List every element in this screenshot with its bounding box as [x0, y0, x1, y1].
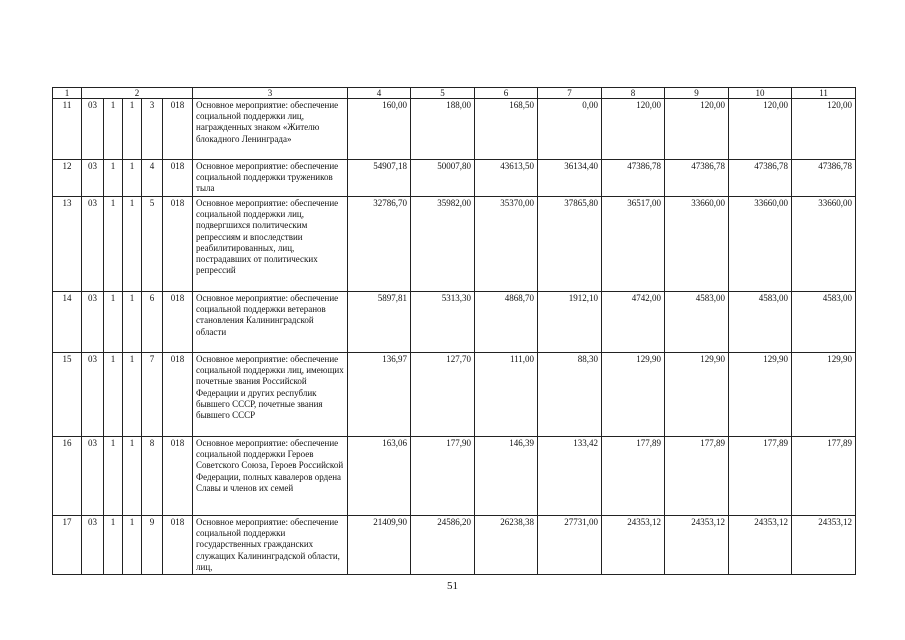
value-cell: 129,90 — [602, 353, 665, 437]
description-cell: Основное мероприятие: обеспечение социальной поддержки лиц, подвергшихся политическим репрессиям и впоследствии реабилитированных, лиц, пострадавших от политических репрессий — [193, 197, 348, 292]
code-cell: 3 — [142, 99, 163, 160]
value-cell: 21409,90 — [348, 516, 411, 575]
value-cell: 54907,18 — [348, 160, 411, 197]
value-cell: 1912,10 — [538, 292, 602, 353]
code-cell: 018 — [163, 516, 193, 575]
value-cell: 120,00 — [792, 99, 856, 160]
value-cell: 0,00 — [538, 99, 602, 160]
row-number: 13 — [53, 197, 82, 292]
code-cell: 1 — [104, 292, 123, 353]
code-cell: 9 — [142, 516, 163, 575]
table-row — [53, 197, 856, 292]
header-cell: 6 — [475, 88, 538, 99]
value-cell: 129,90 — [792, 353, 856, 437]
code-cell: 5 — [142, 197, 163, 292]
code-cell: 7 — [142, 353, 163, 437]
code-cell: 1 — [123, 197, 142, 292]
row-number: 12 — [53, 160, 82, 197]
value-cell: 177,89 — [602, 437, 665, 516]
code-cell: 6 — [142, 292, 163, 353]
value-cell: 33660,00 — [665, 197, 729, 292]
value-cell: 177,89 — [665, 437, 729, 516]
row-number: 16 — [53, 437, 82, 516]
code-cell: 03 — [82, 292, 104, 353]
page-number: 51 — [447, 580, 458, 592]
value-cell: 127,70 — [411, 353, 475, 437]
header-cell: 9 — [665, 88, 729, 99]
value-cell: 24353,12 — [602, 516, 665, 575]
value-cell: 35370,00 — [475, 197, 538, 292]
code-cell: 018 — [163, 437, 193, 516]
value-cell: 47386,78 — [665, 160, 729, 197]
code-cell: 03 — [82, 160, 104, 197]
value-cell: 4583,00 — [729, 292, 792, 353]
code-cell: 1 — [104, 353, 123, 437]
description-cell: Основное мероприятие: обеспечение социальной поддержки лиц, имеющих почетные звания Российской Федерации и других республик бывшего СССР, почетные звания бывшего СССР — [193, 353, 348, 437]
code-cell: 1 — [104, 516, 123, 575]
value-cell: 136,97 — [348, 353, 411, 437]
value-cell: 146,39 — [475, 437, 538, 516]
value-cell: 35982,00 — [411, 197, 475, 292]
value-cell: 24353,12 — [792, 516, 856, 575]
header-cell: 4 — [348, 88, 411, 99]
value-cell: 37865,80 — [538, 197, 602, 292]
value-cell: 47386,78 — [729, 160, 792, 197]
table-row — [53, 353, 856, 437]
value-cell: 32786,70 — [348, 197, 411, 292]
description-cell: Основное мероприятие: обеспечение социальной поддержки ветеранов становления Калининградской области — [193, 292, 348, 353]
value-cell: 4742,00 — [602, 292, 665, 353]
value-cell: 36134,40 — [538, 160, 602, 197]
code-cell: 8 — [142, 437, 163, 516]
value-cell: 47386,78 — [602, 160, 665, 197]
row-number: 15 — [53, 353, 82, 437]
description-cell: Основное мероприятие: обеспечение социальной поддержки государственных гражданских служащих Калининградской области, лиц, — [193, 516, 348, 575]
header-cell: 2 — [82, 88, 193, 99]
code-cell: 03 — [82, 99, 104, 160]
row-number: 14 — [53, 292, 82, 353]
value-cell: 5313,30 — [411, 292, 475, 353]
value-cell: 120,00 — [602, 99, 665, 160]
value-cell: 177,89 — [792, 437, 856, 516]
code-cell: 1 — [123, 99, 142, 160]
table-row — [53, 160, 856, 197]
value-cell: 47386,78 — [792, 160, 856, 197]
code-cell: 018 — [163, 353, 193, 437]
value-cell: 177,90 — [411, 437, 475, 516]
table-row — [53, 292, 856, 353]
description-cell: Основное мероприятие: обеспечение социальной поддержки Героев Советского Союза, Героев Российской Федерации, полных кавалеров ордена Славы и членов их семей — [193, 437, 348, 516]
code-cell: 03 — [82, 437, 104, 516]
value-cell: 129,90 — [665, 353, 729, 437]
budget-table — [52, 87, 856, 575]
code-cell: 1 — [123, 292, 142, 353]
description-cell: Основное мероприятие: обеспечение социальной поддержки тружеников тыла — [193, 160, 348, 197]
code-cell: 018 — [163, 197, 193, 292]
code-cell: 4 — [142, 160, 163, 197]
code-cell: 1 — [123, 437, 142, 516]
header-cell: 1 — [53, 88, 82, 99]
header-cell: 10 — [729, 88, 792, 99]
table-row — [53, 516, 856, 575]
value-cell: 177,89 — [729, 437, 792, 516]
value-cell: 27731,00 — [538, 516, 602, 575]
value-cell: 111,00 — [475, 353, 538, 437]
value-cell: 168,50 — [475, 99, 538, 160]
value-cell: 129,90 — [729, 353, 792, 437]
value-cell: 24353,12 — [729, 516, 792, 575]
header-row — [53, 88, 856, 99]
code-cell: 1 — [123, 160, 142, 197]
value-cell: 133,42 — [538, 437, 602, 516]
value-cell: 188,00 — [411, 99, 475, 160]
code-cell: 1 — [104, 99, 123, 160]
value-cell: 163,06 — [348, 437, 411, 516]
code-cell: 1 — [104, 437, 123, 516]
value-cell: 36517,00 — [602, 197, 665, 292]
value-cell: 24353,12 — [665, 516, 729, 575]
value-cell: 50007,80 — [411, 160, 475, 197]
value-cell: 24586,20 — [411, 516, 475, 575]
code-cell: 018 — [163, 292, 193, 353]
code-cell: 1 — [123, 516, 142, 575]
code-cell: 03 — [82, 516, 104, 575]
header-cell: 7 — [538, 88, 602, 99]
code-cell: 1 — [104, 160, 123, 197]
row-number: 17 — [53, 516, 82, 575]
value-cell: 4583,00 — [792, 292, 856, 353]
value-cell: 5897,81 — [348, 292, 411, 353]
row-number: 11 — [53, 99, 82, 160]
value-cell: 26238,38 — [475, 516, 538, 575]
value-cell: 43613,50 — [475, 160, 538, 197]
code-cell: 1 — [123, 353, 142, 437]
code-cell: 018 — [163, 160, 193, 197]
value-cell: 33660,00 — [792, 197, 856, 292]
table-row — [53, 437, 856, 516]
table-row — [53, 99, 856, 160]
code-cell: 03 — [82, 353, 104, 437]
value-cell: 4583,00 — [665, 292, 729, 353]
header-cell: 8 — [602, 88, 665, 99]
value-cell: 88,30 — [538, 353, 602, 437]
code-cell: 03 — [82, 197, 104, 292]
value-cell: 120,00 — [665, 99, 729, 160]
description-cell: Основное мероприятие: обеспечение социальной поддержки лиц, награжденных знаком «Жителю блокадного Ленинграда» — [193, 99, 348, 160]
code-cell: 1 — [104, 197, 123, 292]
code-cell: 018 — [163, 99, 193, 160]
header-cell: 11 — [792, 88, 856, 99]
value-cell: 33660,00 — [729, 197, 792, 292]
value-cell: 4868,70 — [475, 292, 538, 353]
value-cell: 160,00 — [348, 99, 411, 160]
header-cell: 5 — [411, 88, 475, 99]
value-cell: 120,00 — [729, 99, 792, 160]
header-cell: 3 — [193, 88, 348, 99]
